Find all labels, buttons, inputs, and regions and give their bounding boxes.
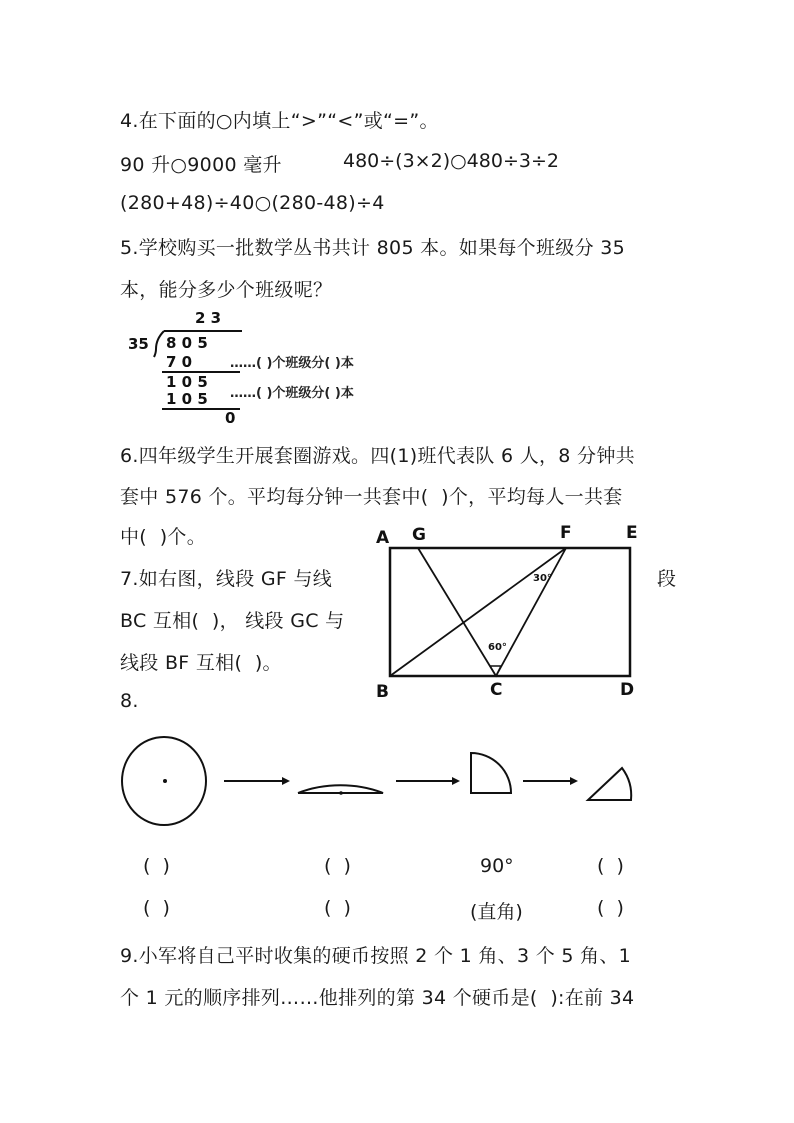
q5-line-2: 本，能分多少个班级呢？: [120, 279, 333, 301]
division-divisor: 35: [128, 335, 149, 353]
label-G: G: [412, 525, 426, 545]
angle-label-60: 60°: [488, 642, 507, 653]
q8-row1-blank-4: ( ): [597, 855, 624, 877]
q8-row2-blank-1: ( ): [143, 897, 170, 919]
label-B: B: [376, 682, 389, 702]
q8-row2-value: (直角): [470, 901, 523, 923]
label-C: C: [490, 680, 503, 700]
division-step-1: 7 0: [166, 353, 193, 371]
geometry-figure: [370, 520, 650, 705]
q7-line-3: 线段 BF 互相( )。: [120, 652, 282, 674]
q6-line-2: 套中 576 个。平均每分钟一共套中( )个，平均每人一共套: [120, 486, 623, 508]
segment-BF: [390, 548, 566, 676]
rectangle-ABDE: [390, 548, 630, 676]
division-quotient: 2 3: [195, 309, 222, 327]
quarter-circle: [471, 753, 511, 793]
q4-item-2: 480÷(3×2)○480÷3÷2: [343, 150, 559, 172]
q9-line-1: 9.小军将自己平时收集的硬币按照 2 个 1 角、3 个 5 角、1: [120, 945, 632, 967]
label-D: D: [620, 680, 635, 700]
division-bracket: [154, 331, 164, 357]
division-step-2: 1 0 5: [166, 373, 208, 391]
q8-row1-blank-1: ( ): [143, 855, 170, 877]
q8-row2-blank-2: ( ): [324, 897, 351, 919]
segment-GC: [418, 548, 496, 676]
arrow-1-head: [282, 777, 290, 785]
q8-row1-value: 90°: [480, 855, 514, 877]
label-A: A: [376, 528, 390, 548]
arrow-2-head: [452, 777, 460, 785]
q5-line-1: 5.学校购买一批数学丛书共计 805 本。如果每个班级分 35: [120, 237, 625, 259]
q4-title: 4.在下面的○内填上“>”“<”或“=”。: [120, 110, 439, 132]
q4-item-1: 90 升○9000 毫升: [120, 154, 282, 176]
division-note-2: ……( )个班级分( )本: [230, 386, 354, 401]
label-E: E: [626, 523, 638, 543]
long-division-figure: [120, 305, 460, 430]
sector: [588, 768, 631, 800]
shape-sequence-figure: [118, 735, 648, 835]
label-F: F: [560, 523, 572, 543]
arrow-3-head: [570, 777, 578, 785]
semicircle-center-dot: [339, 791, 343, 795]
q6-line-3: 中( )个。: [120, 526, 207, 548]
division-step-3: 1 0 5: [166, 390, 208, 408]
segment-FC: [496, 548, 566, 676]
q7-line-2: BC 互相( )， 线段 GC 与: [120, 610, 345, 632]
q8-row1-blank-2: ( ): [324, 855, 351, 877]
division-dividend: 8 0 5: [166, 334, 208, 352]
q9-line-2: 个 1 元的顺序排列……他排列的第 34 个硬币是( ):在前 34: [120, 987, 635, 1009]
q8-number: 8.: [120, 690, 139, 712]
division-remainder: 0: [225, 409, 236, 427]
q4-item-3: (280+48)÷40○(280-48)÷4: [120, 192, 385, 214]
q7-line-1-end: 段: [657, 568, 677, 590]
angle-label-30: 30°: [533, 573, 552, 584]
division-note-1: ……( )个班级分( )本: [230, 356, 354, 371]
q6-line-1: 6.四年级学生开展套圈游戏。四(1)班代表队 6 人，8 分钟共: [120, 445, 635, 467]
circle-center-dot: [163, 779, 167, 783]
q7-line-1: 7.如右图，线段 GF 与线: [120, 568, 333, 590]
q8-row2-blank-4: ( ): [597, 897, 624, 919]
